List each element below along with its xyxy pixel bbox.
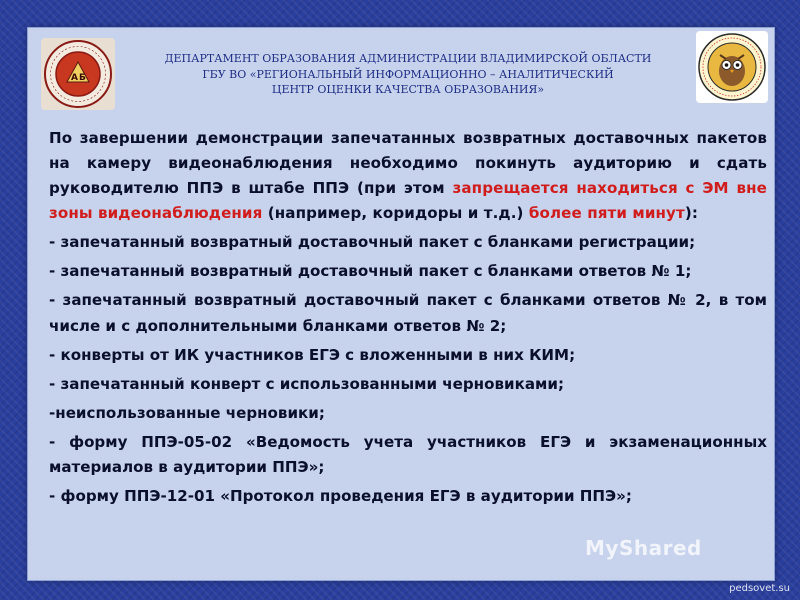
source-footer: pedsovet.su <box>729 583 790 594</box>
header-line-institution: ГБУ ВО «РЕГИОНАЛЬНЫЙ ИНФОРМАЦИОННО – АНАЛИТИЧЕСКИЙ <box>202 67 614 81</box>
department-emblem-icon <box>41 38 115 110</box>
svg-text:А: А <box>71 73 78 83</box>
slide <box>27 27 775 581</box>
header-line-center: ЦЕНТР ОЦЕНКИ КАЧЕСТВА ОБРАЗОВАНИЯ» <box>271 83 545 96</box>
list-item: - форму ППЭ-05-02 «Ведомость учета участников ЕГЭ и экзаменационных материалов в аудитории ППЭ»; <box>49 432 767 476</box>
list-item: - запечатанный возвратный доставочный пакет с бланками ответов № 1; <box>49 262 692 280</box>
lead-time-limit-highlight: более пяти минут <box>528 204 685 222</box>
lead-text-2: (например, коридоры и т.д.) <box>262 204 529 222</box>
department-logo <box>41 38 115 110</box>
list-item: -неиспользованные черновики; <box>49 403 325 422</box>
svg-text:Б: Б <box>79 73 86 83</box>
expertise-center-logo <box>696 31 768 103</box>
header-line-department: ДЕПАРТАМЕНТ ОБРАЗОВАНИЯ АДМИНИСТРАЦИИ ВЛАДИМИРСКОЙ ОБЛАСТИ <box>164 52 652 65</box>
header <box>128 51 688 98</box>
lead-prohibition-highlight: запрещается находиться с ЭМ вне зоны видеонаблюдения <box>49 179 767 222</box>
list-item: - запечатанный конверт с использованными черновиками; <box>49 374 564 393</box>
owl-emblem-icon <box>696 31 768 103</box>
list-item: - запечатанный возвратный доставочный пакет с бланками регистрации; <box>49 233 696 251</box>
slide-content <box>49 126 767 513</box>
lead-paragraph <box>49 126 767 226</box>
watermark: MyShared <box>585 536 702 560</box>
lead-text-3: ): <box>684 204 698 222</box>
list-item: - конверты от ИК участников ЕГЭ с вложенными в них КИМ; <box>49 345 576 364</box>
list-item: - запечатанный возвратный доставочный пакет с бланками ответов № 2, в том числе и с дополнительными бланками ответов № 2; <box>49 291 767 335</box>
lead-text-1: По завершении демонстрации запечатанных возвратных доставочных пакетов на камеру видеонаблюдения необходимо покинуть аудиторию и сдать руководителю ППЭ в штабе ППЭ (при этом <box>49 129 767 197</box>
list-item: - форму ППЭ-12-01 «Протокол проведения ЕГЭ в аудитории ППЭ»; <box>49 487 632 505</box>
